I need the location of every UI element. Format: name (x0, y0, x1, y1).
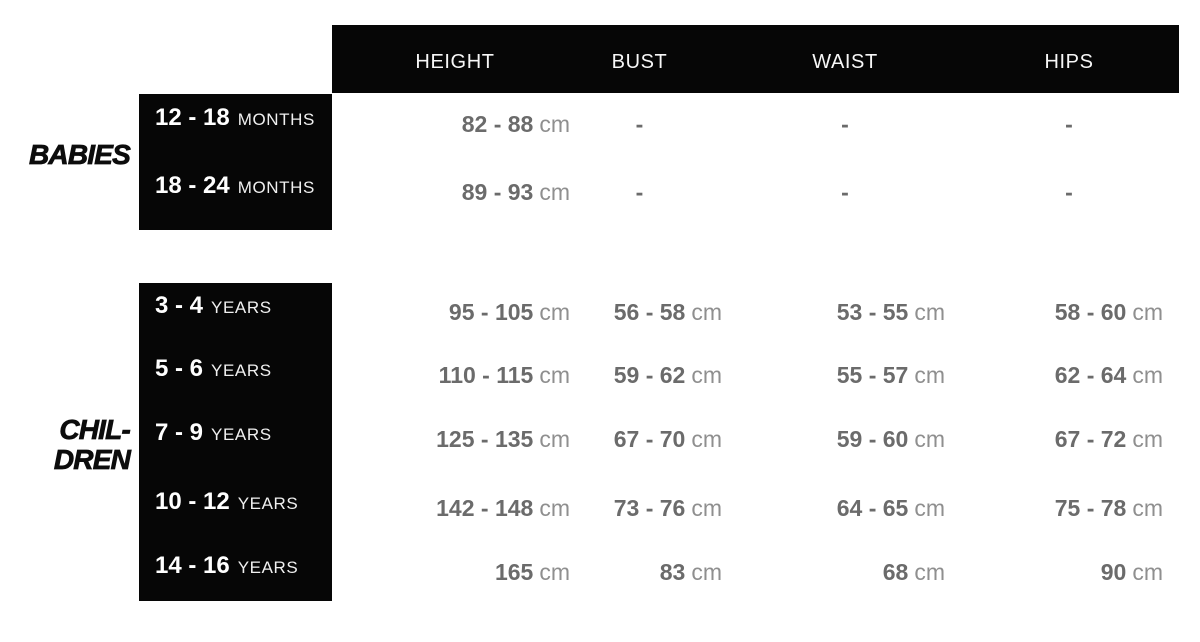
age-range: 18 - 24 (155, 172, 230, 199)
column-header-height: HEIGHT (415, 51, 495, 73)
table-row (0, 350, 1200, 400)
hips-value: - (1065, 179, 1073, 205)
age-cell (139, 477, 348, 527)
age-unit: YEARS (237, 558, 299, 577)
bust-value: 59 - 62 cm (613, 362, 722, 388)
hips-value: 58 - 60 cm (1054, 299, 1163, 325)
table-row (0, 287, 1200, 337)
height-value: 110 - 115 cm (438, 362, 570, 388)
hips-value: 62 - 64 cm (1054, 362, 1163, 388)
unit-label: cm (691, 362, 722, 388)
age-cell (139, 161, 348, 211)
unit-label: cm (691, 426, 722, 452)
hips-value: 75 - 78 cm (1054, 495, 1163, 521)
hips-value: 90 cm (1100, 559, 1163, 585)
age-range: 7 - 9 (155, 419, 204, 446)
bust-value: - (635, 111, 644, 137)
unit-label: cm (539, 299, 570, 325)
bust-value: - (635, 179, 644, 205)
waist-value: 64 - 65 cm (836, 495, 945, 521)
unit-label: cm (914, 559, 945, 585)
table-header-row (0, 25, 1200, 93)
unit-label: cm (914, 426, 945, 452)
age-unit: YEARS (211, 361, 272, 380)
age-cell (139, 541, 348, 591)
unit-label: cm (691, 495, 722, 521)
table-row (0, 414, 1200, 464)
unit-label: cm (914, 362, 945, 388)
height-value: 95 - 105 cm (448, 299, 570, 325)
bust-value: 83 cm (659, 559, 722, 585)
age-cell (139, 93, 348, 143)
bust-value: 73 - 76 cm (613, 495, 722, 521)
group-label-line: BABIES (29, 139, 130, 170)
hips-value: 67 - 72 cm (1054, 426, 1163, 452)
age-range: 14 - 16 (155, 552, 230, 579)
unit-label: cm (1132, 495, 1163, 521)
age-range: 5 - 6 (155, 355, 204, 382)
unit-label: cm (914, 299, 945, 325)
unit-label: cm (1132, 362, 1163, 388)
age-cell (139, 281, 348, 331)
table-row (0, 547, 1200, 597)
table-row (0, 99, 1200, 149)
unit-label: cm (914, 495, 945, 521)
unit-label: cm (691, 559, 722, 585)
unit-label: cm (1132, 426, 1163, 452)
unit-label: cm (691, 299, 722, 325)
waist-value: 59 - 60 cm (836, 426, 945, 452)
group-label-line: CHIL- (59, 414, 130, 445)
age-unit: MONTHS (237, 110, 315, 129)
waist-value: 53 - 55 cm (836, 299, 945, 325)
waist-value: - (841, 111, 849, 137)
age-range: 10 - 12 (155, 488, 230, 515)
height-value: 142 - 148 cm (436, 495, 570, 521)
group-label-line: DREN (53, 444, 130, 475)
age-range: 3 - 4 (155, 292, 204, 319)
hips-value: - (1065, 111, 1073, 137)
age-unit: YEARS (211, 425, 272, 444)
waist-value: 68 cm (882, 559, 945, 585)
table-row (0, 483, 1200, 533)
unit-label: cm (539, 111, 570, 137)
column-header-waist: WAIST (812, 51, 878, 73)
age-unit: MONTHS (237, 178, 315, 197)
unit-label: cm (539, 362, 570, 388)
unit-label: cm (1132, 299, 1163, 325)
age-cell (139, 344, 348, 394)
height-value: 89 - 93 cm (461, 179, 570, 205)
waist-value: - (841, 179, 849, 205)
unit-label: cm (539, 559, 570, 585)
height-value: 165 cm (494, 559, 570, 585)
age-range: 12 - 18 (155, 104, 230, 131)
bust-value: 56 - 58 cm (613, 299, 722, 325)
unit-label: cm (1132, 559, 1163, 585)
age-unit: YEARS (237, 494, 299, 513)
height-value: 82 - 88 cm (461, 111, 570, 137)
column-header-hips: HIPS (1044, 51, 1094, 73)
age-cell (139, 408, 348, 458)
unit-label: cm (539, 495, 570, 521)
unit-label: cm (539, 179, 570, 205)
bust-value: 67 - 70 cm (613, 426, 722, 452)
column-header-bust: BUST (611, 51, 668, 73)
table-row (0, 167, 1200, 217)
unit-label: cm (539, 426, 570, 452)
height-value: 125 - 135 cm (436, 426, 570, 452)
age-unit: YEARS (211, 298, 272, 317)
waist-value: 55 - 57 cm (836, 362, 945, 388)
